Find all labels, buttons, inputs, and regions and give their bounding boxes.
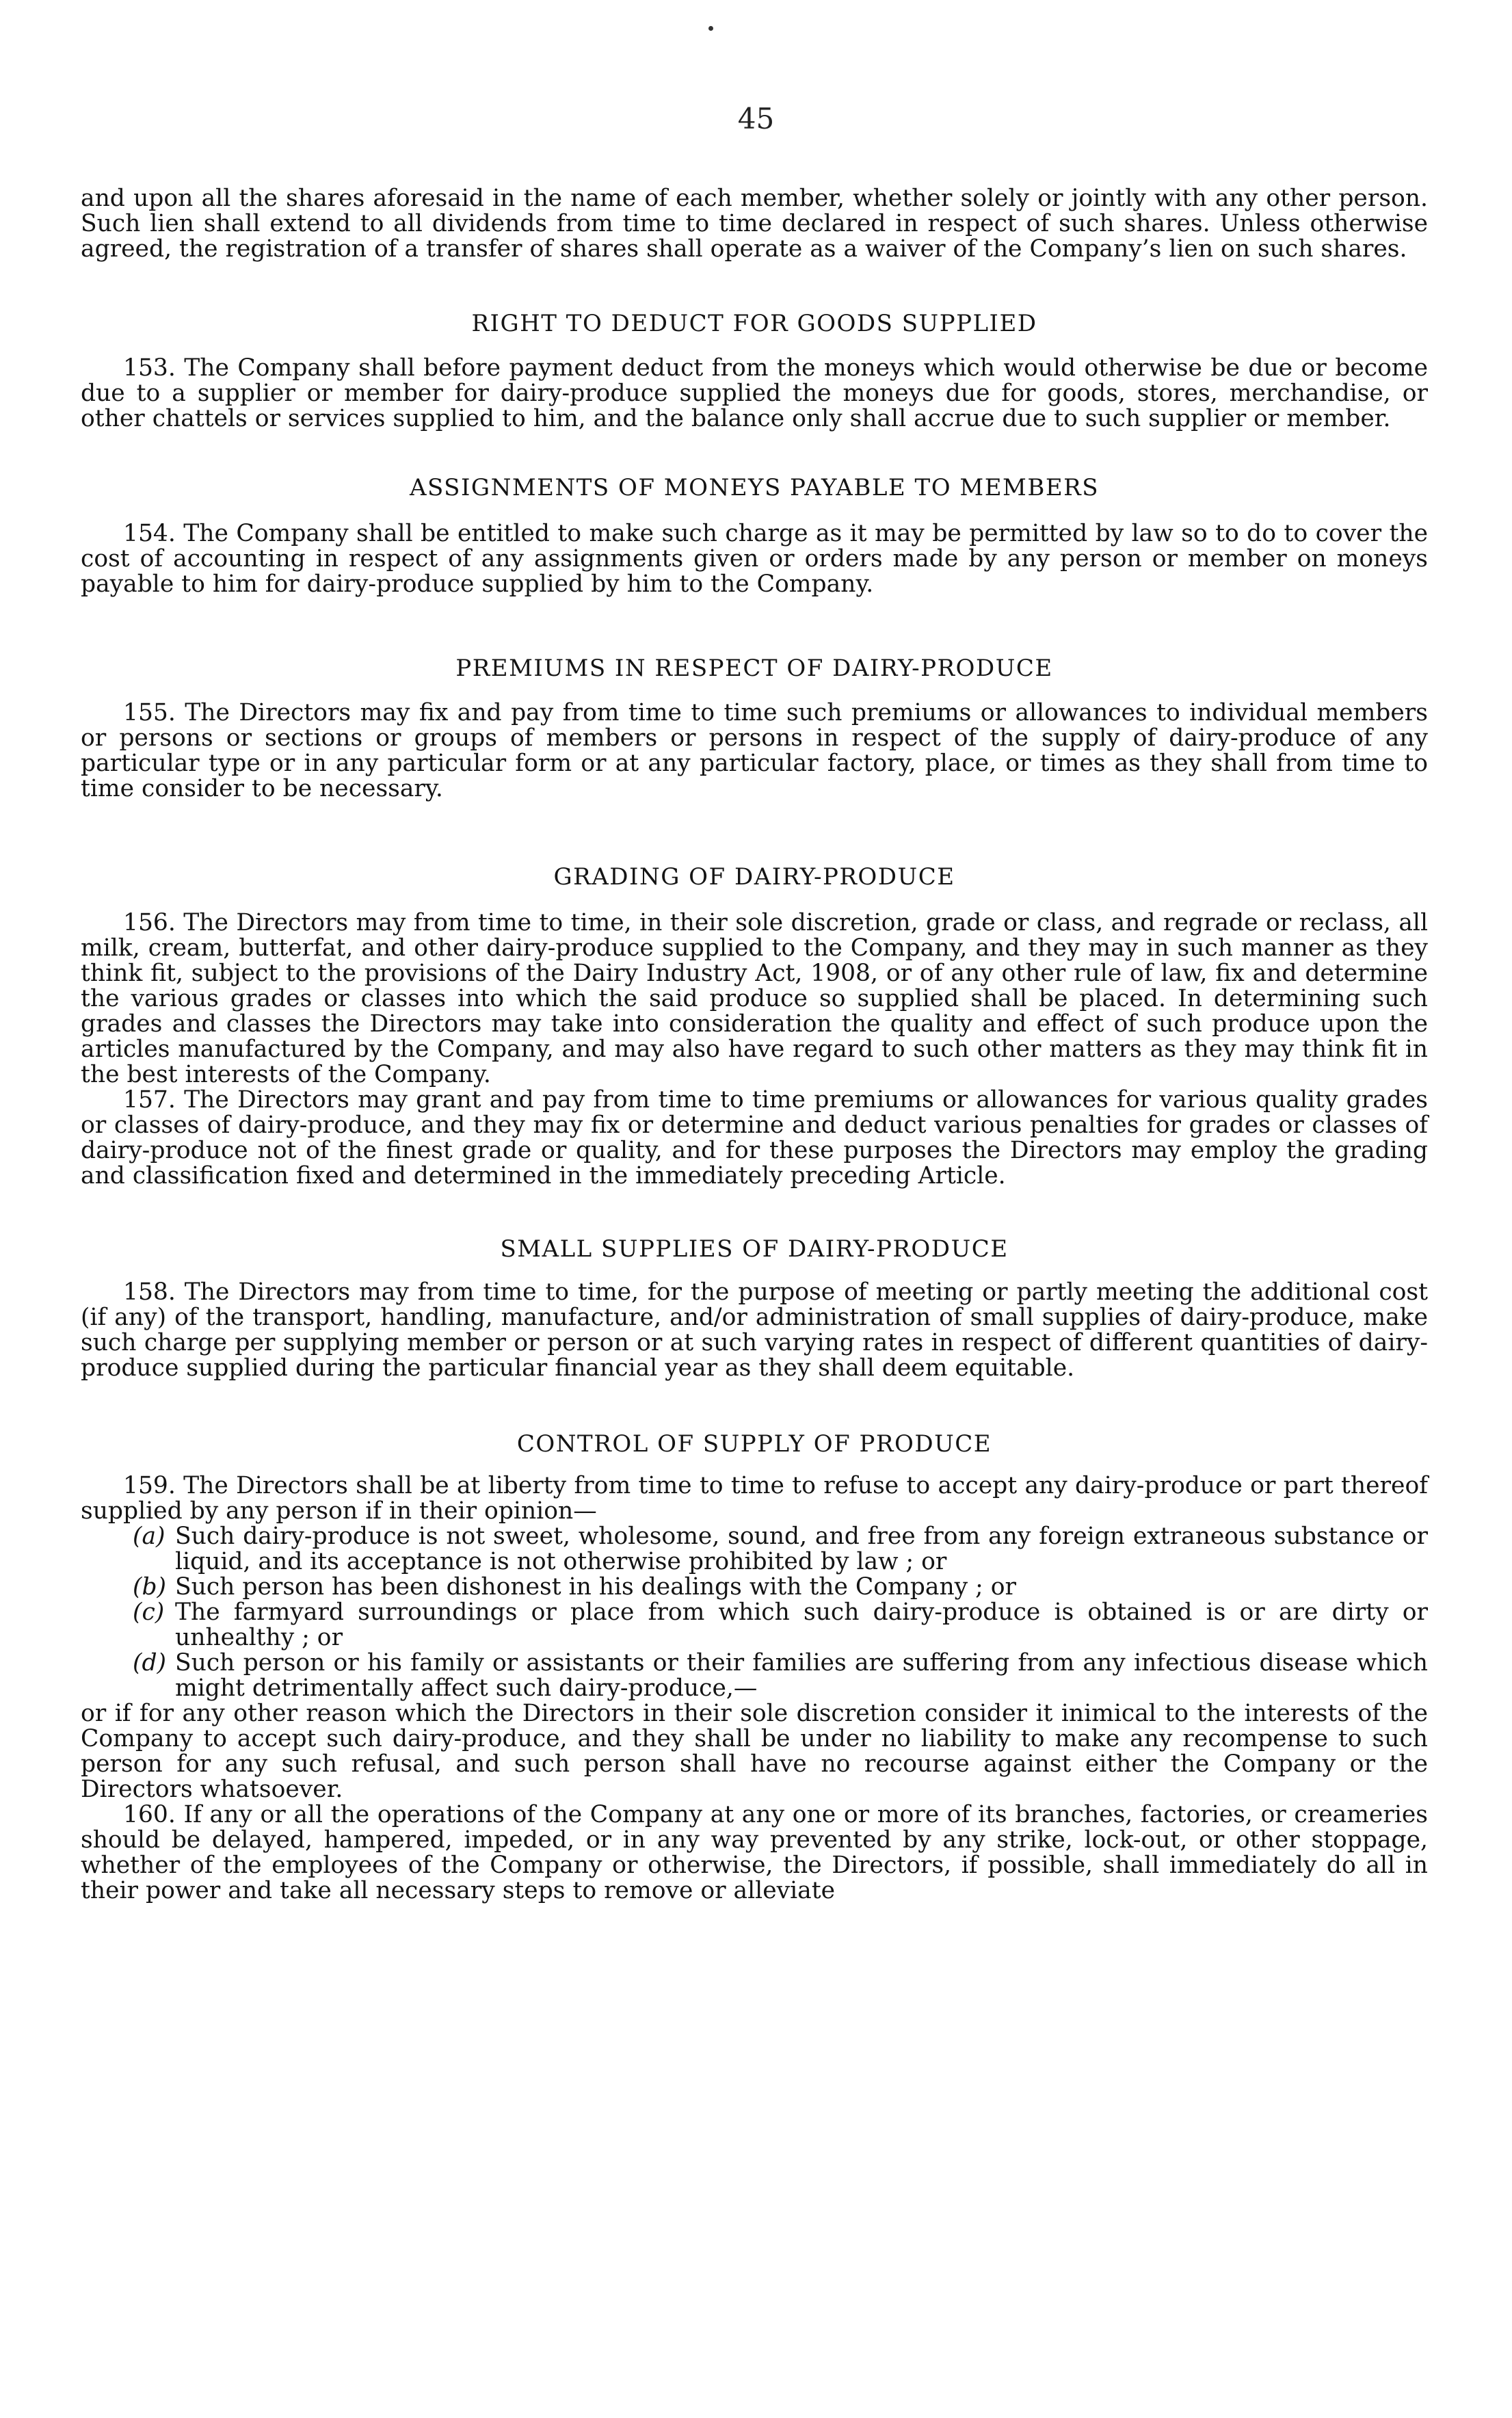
list-item [133,1524,1428,1575]
article-156: 156. The Directors may from time to time, in their sole discretion, grade or class, and regrade or reclass, all milk, cream, butterfat, and other dairy-produce supplied to the Company, and they may in such manner as they think fit, subject to the provisions of the Dairy Industry Act, 1908, or of any other rule of law, fix and determine the various grades or classes into which the said produce so supplied shall be placed. In determining such grades and classes the Directors may take into consideration the quality and effect of such produce upon the articles manufactured by the Company, and may also have regard to such other matters as they may think fit in the best interests of the Company. [81,909,1428,1088]
list-item-label: (a) [133,1523,165,1550]
article-158: 158. The Directors may from time to time, for the purpose of meeting or partly meeting the additional cost (if any) of the transport, handling, manufacture, and/or administration of small supplies of dairy-produce, make such charge per supplying member or person or at such varying rates in respect of different quantities of dairy-produce supplied during the particular financial year as they shall deem equitable. [81,1278,1428,1382]
article-157: 157. The Directors may grant and pay from time to time premiums or allowances for various quality grades or classes of dairy-produce, and they may fix or determine and deduct various penalties for grades or classes of dairy-produce not of the finest grade or quality, and for these purposes the Directors may employ the grading and classification fixed and determined in the immediately preceding Article. [81,1086,1428,1190]
list-item-text: The farmyard surroundings or place from which such dairy-produce is obtained is or are dirty or unhealthy ; or [175,1599,1428,1651]
article-154: 154. The Company shall be entitled to make such charge as it may be permitted by law so to do to cover the cost of accounting in respect of any assignments given or orders made by any person or member on moneys payable to him for dairy-produce supplied by him to the Company. [81,520,1428,598]
list-item [133,1600,1428,1651]
page-body [81,186,1428,1904]
list-item-label: (d) [133,1649,167,1677]
section-heading-control-of-supply: CONTROL OF SUPPLY OF PRODUCE [516,1430,992,1458]
article-155: 155. The Directors may fix and pay from time to time such premiums or allowances to individual members or persons or sections or groups of members or persons in respect of the supply of dairy-produce of any particular type or in any particular form or at any particular factory, place, or times as they shall from time to time consider to be necessary. [81,699,1428,802]
article-159: 159. The Directors shall be at liberty from time to time to refuse to accept any dairy-produce or part thereof supplied by any person if in their opinion— [81,1472,1428,1525]
article-159-conditions [133,1524,1428,1701]
list-item-text: Such dairy-produce is not sweet, wholesome, sound, and free from any foreign extraneous substance or liquid, and its acceptance is not otherwise prohibited by law ; or [175,1523,1428,1575]
section-heading-premiums: PREMIUMS IN RESPECT OF DAIRY-PRODUCE [455,655,1053,682]
section-heading-right-to-deduct: RIGHT TO DEDUCT FOR GOODS SUPPLIED [471,310,1037,337]
section-heading-small-supplies: SMALL SUPPLIES OF DAIRY-PRODUCE [500,1235,1009,1263]
page-number: 45 [737,102,775,135]
intro-paragraph: and upon all the shares aforesaid in the name of each member, whether solely or jointly with any other person. Such lien shall extend to all dividends from time to time declared in respect of such shares. Unless otherwise agreed, the registration of a transfer of shares shall operate as a waiver of the Company’s lien on such shares. [81,185,1428,263]
article-153: 153. The Company shall before payment deduct from the moneys which would otherwise be due or become due to a supplier or member for dairy-produce supplied the moneys due for goods, stores, merchandise, or other chattels or services supplied to him, and the balance only shall accrue due to such supplier or member. [81,354,1428,432]
article-160: 160. If any or all the operations of the Company at any one or more of its branches, factories, or creameries should be delayed, hampered, impeded, or in any way prevented by any strike, lock-out, or other stoppage, whether of the employees of the Company or otherwise, the Directors, if possible, shall immediately do all in their power and take all necessary steps to remove or alleviate [81,1801,1428,1904]
list-item-text: Such person or his family or assistants or their families are suffering from any infectious disease which might detrimentally affect such dairy-produce,— [175,1649,1428,1702]
list-item-text: Such person has been dishonest in his dealings with the Company ; or [175,1573,1016,1601]
section-heading-grading: GRADING OF DAIRY-PRODUCE [553,863,955,891]
section-heading-assignments: ASSIGNMENTS OF MONEYS PAYABLE TO MEMBERS [409,474,1100,501]
list-item [133,1575,1428,1600]
list-item-label: (b) [133,1573,167,1601]
list-item-label: (c) [133,1599,165,1626]
article-159-continuation: or if for any other reason which the Directors in their sole discretion consider it inimical to the interests of the Company to accept such dairy-produce, and they shall be under no liability to make any recompense to such person for any such refusal, and such person shall have no recourse against either the Company or the Directors whatsoever. [81,1700,1428,1803]
print-mark [708,26,713,31]
list-item [133,1651,1428,1701]
